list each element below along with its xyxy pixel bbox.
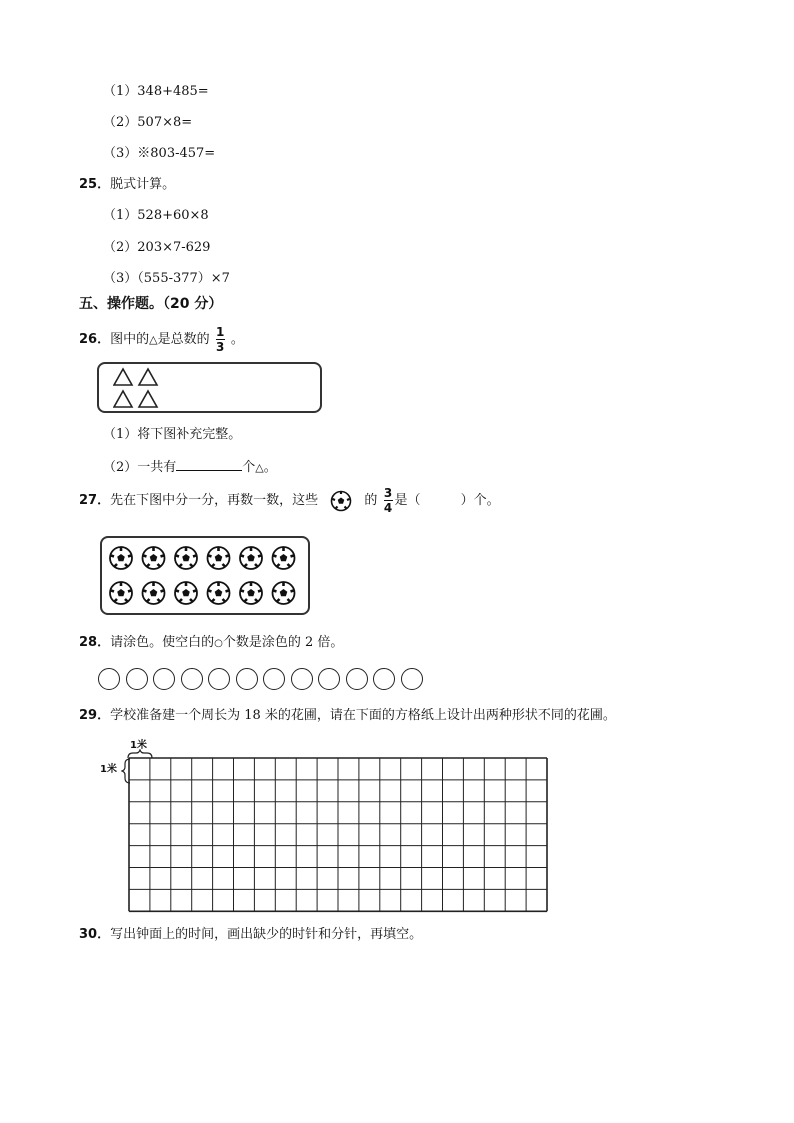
q25-title: [79, 177, 175, 193]
soccer-ball-icon[interactable]: [110, 547, 132, 569]
q24-item-3: （3）※803-457=: [103, 146, 216, 161]
paint-circle[interactable]: [126, 668, 148, 690]
q27-text-a: 先在下图中分一分，再数一数，这些: [110, 493, 319, 508]
q27-text-c: 是（: [394, 493, 421, 508]
paint-circle[interactable]: [401, 668, 423, 690]
q26-text-a: 图中的: [110, 332, 150, 347]
q26-item-2-text-c: 。: [263, 460, 277, 475]
triangle-icon: [114, 391, 132, 407]
q27-fraction-numerator: 3: [383, 486, 393, 500]
soccer-ball-icon: [330, 490, 352, 512]
q28-title: [79, 635, 343, 652]
q24-item-1: （1）348+485=: [103, 84, 209, 99]
q24-item-2: （2）507×8=: [103, 115, 193, 130]
triangle-icon: [139, 391, 157, 407]
q26-item-2: [103, 458, 277, 476]
q27-ball-box: [100, 536, 310, 615]
soccer-ball-icon[interactable]: [273, 582, 295, 604]
q25-text: 脱式计算。: [110, 177, 176, 192]
q26-number: 26．: [79, 332, 111, 347]
q27-ball-grid: [102, 538, 308, 613]
paint-circle[interactable]: [236, 668, 258, 690]
q29-square-grid[interactable]: [128, 757, 548, 917]
soccer-ball-icon[interactable]: [240, 547, 262, 569]
soccer-ball-icon[interactable]: [110, 582, 132, 604]
q25-number: 25．: [79, 177, 111, 192]
q29-title: [79, 708, 616, 724]
answer-blank[interactable]: [176, 458, 242, 471]
q27-text-b: 的: [364, 493, 378, 508]
triangle-icon: △: [149, 333, 158, 346]
q29-label-top: 1米: [130, 740, 147, 751]
circle-icon: ○: [214, 638, 223, 649]
q26-fraction-numerator: 1: [216, 325, 225, 339]
q26-title: [79, 325, 244, 355]
q30-number: 30．: [79, 927, 111, 942]
q27-fraction: [384, 487, 393, 514]
soccer-ball-icon[interactable]: [273, 547, 295, 569]
q26-text-c: 。: [230, 332, 244, 347]
triangle-icon: △: [255, 461, 264, 474]
paint-circle[interactable]: [291, 668, 313, 690]
q29-text: 学校准备建一个周长为 18 米的花圃，请在下面的方格纸上设计出两种形状不同的花圃。: [110, 708, 616, 723]
paint-circle[interactable]: [181, 668, 203, 690]
q27-title: [79, 486, 500, 516]
q26-item-1: （1）将下图补充完整。: [103, 427, 242, 442]
q27-number: 27．: [79, 493, 111, 508]
paint-circle[interactable]: [208, 668, 230, 690]
q27-text-d: ）个。: [460, 493, 500, 508]
q28-text-a: 请涂色。使空白的: [110, 635, 215, 650]
q29-number: 29．: [79, 708, 111, 723]
soccer-ball-icon[interactable]: [175, 582, 197, 604]
q30-title: [79, 927, 422, 943]
q25-item-3: （3）（555-377）×7: [103, 271, 230, 286]
q29-label-left: 1米: [100, 764, 117, 775]
paint-circle[interactable]: [318, 668, 340, 690]
soccer-ball-icon[interactable]: [208, 582, 230, 604]
soccer-ball-icon[interactable]: [208, 547, 230, 569]
q26-fraction: [216, 326, 225, 353]
paint-circle[interactable]: [263, 668, 285, 690]
soccer-ball-icon[interactable]: [143, 547, 165, 569]
q26-text-b: 是总数的: [157, 332, 210, 347]
q26-item-2-text-b: 个: [242, 460, 256, 475]
triangle-icon: [114, 369, 132, 385]
q26-fraction-denominator: 3: [216, 340, 225, 354]
triangle-icon: [139, 369, 157, 385]
soccer-ball-icon[interactable]: [143, 582, 165, 604]
q26-triangle-box: [97, 362, 322, 413]
q28-text-b: 个数是涂色的 2 倍。: [222, 635, 344, 650]
q26-triangles: [113, 366, 173, 416]
paint-circle[interactable]: [346, 668, 368, 690]
paint-circle[interactable]: [153, 668, 175, 690]
paint-circle[interactable]: [98, 668, 120, 690]
q25-item-2: （2）203×7-629: [103, 240, 211, 255]
section-five-heading: 五、操作题。（20 分）: [79, 296, 223, 312]
q28-circle-row: [98, 668, 438, 694]
q27-fraction-denominator: 4: [383, 501, 393, 515]
soccer-ball-icon[interactable]: [175, 547, 197, 569]
q28-number: 28．: [79, 635, 111, 650]
soccer-ball-icon[interactable]: [240, 582, 262, 604]
q25-item-1: （1）528+60×8: [103, 208, 209, 223]
q30-text: 写出钟面上的时间，画出缺少的时针和分针，再填空。: [110, 927, 423, 942]
paint-circle[interactable]: [373, 668, 395, 690]
q26-item-2-text-a: （2）一共有: [103, 460, 177, 475]
